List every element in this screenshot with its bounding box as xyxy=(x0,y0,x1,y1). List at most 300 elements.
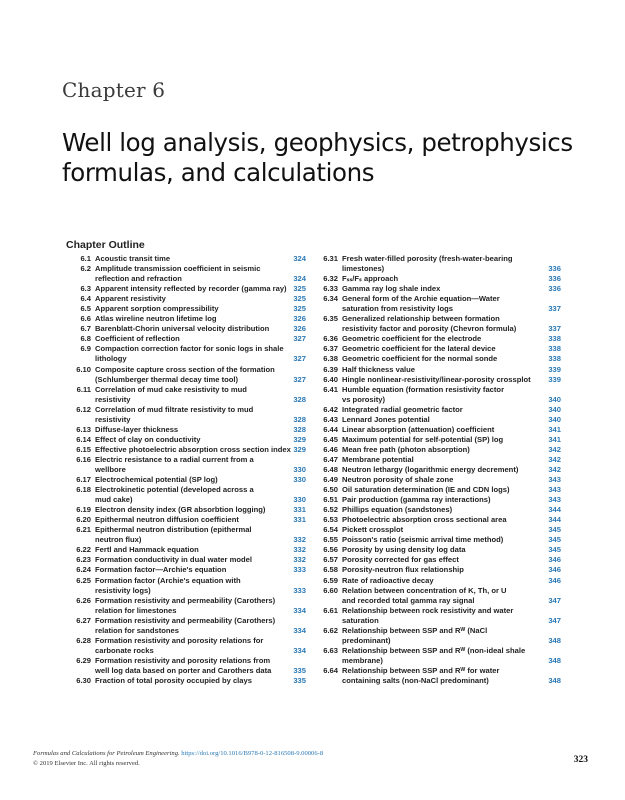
toc-entry-page-link[interactable]: 331 xyxy=(293,505,306,515)
toc-entry-number: 6.27 xyxy=(76,615,91,625)
toc-entry-line xyxy=(66,385,306,395)
toc-entry[interactable] xyxy=(313,314,561,334)
toc-entry-line xyxy=(313,455,561,465)
toc-entry-page-link[interactable]: 330 xyxy=(293,495,306,505)
toc-entry-title: Geometric coefficient for the normal sonde xyxy=(342,354,498,364)
toc-entry-title: Fₛₛ/Fₛ approach xyxy=(342,274,399,284)
page-footer xyxy=(33,749,588,769)
toc-entry-number: 6.3 xyxy=(80,284,91,294)
toc-entry[interactable] xyxy=(313,475,561,485)
toc-entry-title: Electrokinetic potential (developed across a xyxy=(95,485,254,495)
toc-entry-line xyxy=(66,586,306,596)
toc-entry-page-link[interactable]: 346 xyxy=(548,565,561,575)
toc-entry-page-link[interactable]: 334 xyxy=(293,645,306,655)
toc-entry-title: Neutron lethargy (logarithmic energy decrement) xyxy=(342,464,519,474)
toc-entry[interactable] xyxy=(66,545,306,555)
toc-entry-page-link[interactable]: 334 xyxy=(293,605,306,615)
toc-entry-line xyxy=(66,525,306,535)
toc-entry[interactable] xyxy=(313,425,561,435)
toc-entry-page-link[interactable]: 347 xyxy=(548,615,561,625)
toc-entry-title: Apparent sorption compressibility xyxy=(95,304,219,314)
toc-entry-title: Porosity-neutron flux relationship xyxy=(342,565,464,575)
toc-entry-page-link[interactable]: 330 xyxy=(293,475,306,485)
toc-entry-title: Gamma ray log shale index xyxy=(342,284,441,294)
toc-entry[interactable] xyxy=(313,385,561,405)
toc-entry-number: 6.17 xyxy=(76,475,91,485)
toc-entry-title: Porosity by using density log data xyxy=(342,545,466,555)
toc-entry-title: Pickett crossplot xyxy=(342,525,404,535)
toc-entry[interactable] xyxy=(66,616,306,636)
toc-entry-page-link[interactable]: 337 xyxy=(548,324,561,334)
toc-entry-title: resistivity xyxy=(95,394,131,404)
toc-entry-page-link[interactable]: 327 xyxy=(293,334,306,344)
toc-entry[interactable] xyxy=(313,606,561,626)
toc-entry-page-link[interactable]: 325 xyxy=(293,304,306,314)
toc-entry-page-link[interactable]: 328 xyxy=(293,394,306,404)
toc-entry[interactable] xyxy=(66,334,306,344)
toc-entry-page-link[interactable]: 342 xyxy=(548,454,561,464)
toc-entry-line xyxy=(313,435,561,445)
toc-entry-page-link[interactable]: 341 xyxy=(548,424,561,434)
toc-entry-title: Pair production (gamma ray interactions) xyxy=(342,495,491,505)
toc-entry-title: Epithermal neutron distribution (epithermal xyxy=(95,525,252,535)
toc-entry[interactable] xyxy=(66,455,306,475)
toc-entry-title: well log data based on porter and Carothers data xyxy=(95,665,272,675)
toc-entry-title: Apparent resistivity xyxy=(95,294,166,304)
toc-entry[interactable] xyxy=(66,576,306,596)
toc-entry-line xyxy=(66,455,306,465)
toc-entry-page-link[interactable]: 340 xyxy=(548,404,561,414)
toc-entry-title: Phillips equation (sandstones) xyxy=(342,505,453,515)
toc-entry-page-link[interactable]: 335 xyxy=(293,675,306,685)
toc-entry[interactable] xyxy=(66,485,306,505)
toc-entry[interactable] xyxy=(313,545,561,555)
toc-entry-number: 6.21 xyxy=(76,525,91,535)
toc-entry[interactable] xyxy=(66,555,306,565)
toc-entry-title: mud cake) xyxy=(95,495,133,505)
toc-entry[interactable] xyxy=(313,445,561,455)
toc-entry[interactable] xyxy=(313,505,561,515)
toc-entry[interactable] xyxy=(66,425,306,435)
toc-entry-line xyxy=(66,636,306,646)
toc-entry-title: Formation factor (Archie's equation with xyxy=(95,575,241,585)
toc-entry-number: 6.60 xyxy=(323,585,338,595)
toc-entry[interactable] xyxy=(313,405,561,415)
footer-doi-link[interactable]: https://doi.org/10.1016/B978-0-12-816508-9.00006-8 xyxy=(181,750,324,757)
toc-entry[interactable] xyxy=(313,284,561,294)
toc-entry-title: Amplitude transmission coefficient in seismic xyxy=(95,264,261,274)
toc-entry-page-link[interactable]: 332 xyxy=(293,555,306,565)
toc-entry-page-link[interactable]: 333 xyxy=(293,585,306,595)
toc-entry[interactable] xyxy=(66,505,306,515)
toc-entry-title: Maximum potential for self-potential (SP) log xyxy=(342,434,504,444)
toc-entry-page-link[interactable]: 334 xyxy=(293,625,306,635)
toc-entry-title: Composite capture cross section of the formation xyxy=(95,364,275,374)
toc-entry-number: 6.30 xyxy=(76,675,91,685)
toc-entry-page-link[interactable]: 345 xyxy=(548,535,561,545)
toc-entry-line xyxy=(313,545,561,555)
toc-entry[interactable] xyxy=(66,475,306,485)
toc-entry-page-link[interactable]: 344 xyxy=(548,505,561,515)
toc-entry-page-link[interactable]: 336 xyxy=(548,284,561,294)
toc-entry-title: lithology xyxy=(95,354,127,364)
toc-entry-title: Poisson's ratio (seismic arrival time method) xyxy=(342,535,504,545)
toc-entry-title: Linear absorption (attenuation) coefficient xyxy=(342,424,495,434)
toc-entry[interactable] xyxy=(66,284,306,294)
toc-entry[interactable] xyxy=(313,294,561,314)
toc-entry-title: Generalized relationship between formation xyxy=(342,314,500,324)
toc-entry-page-link[interactable]: 324 xyxy=(293,254,306,263)
toc-entry-line xyxy=(66,656,306,666)
toc-entry-line xyxy=(66,415,306,425)
toc-entry-line xyxy=(313,334,561,344)
toc-entry-title: Relationship between SSP and Rᵂ for water xyxy=(342,665,500,675)
toc-entry-line xyxy=(313,576,561,586)
toc-entry-title: Neutron porosity of shale zone xyxy=(342,475,454,485)
toc-entry-title: Relationship between SSP and Rᵂ (NaCl xyxy=(342,625,488,635)
toc-entry-title: Coefficient of reflection xyxy=(95,334,180,344)
toc-entry-line xyxy=(313,636,561,646)
toc-entry-line xyxy=(313,465,561,475)
toc-entry[interactable] xyxy=(313,646,561,666)
toc-entry-page-link[interactable]: 348 xyxy=(548,655,561,665)
toc-entry-line xyxy=(313,405,561,415)
toc-entry[interactable] xyxy=(313,626,561,646)
toc-entry-page-link[interactable]: 345 xyxy=(548,525,561,535)
toc-entry-page-link[interactable]: 331 xyxy=(293,515,306,525)
toc-entry[interactable] xyxy=(66,324,306,334)
toc-entry-number: 6.15 xyxy=(76,444,91,454)
toc-entry[interactable] xyxy=(66,656,306,676)
toc-entry[interactable] xyxy=(313,565,561,575)
toc-entry-number: 6.37 xyxy=(323,344,338,354)
toc-entry-title: Acoustic transit time xyxy=(95,254,171,263)
toc-entry-page-link[interactable]: 347 xyxy=(548,595,561,605)
toc-entry-title: and recorded total gamma ray signal xyxy=(342,595,475,605)
toc-entry-line xyxy=(66,284,306,294)
toc-entry-page-link[interactable]: 337 xyxy=(548,304,561,314)
toc-entry-page-link[interactable]: 325 xyxy=(293,284,306,294)
toc-entry[interactable] xyxy=(66,254,306,264)
toc-entry-number: 6.35 xyxy=(323,314,338,324)
toc-entry-line xyxy=(313,565,561,575)
toc-entry[interactable] xyxy=(313,274,561,284)
toc-entry-title: Formation conductivity in dual water model xyxy=(95,555,252,565)
toc-entry[interactable] xyxy=(313,495,561,505)
toc-entry-line xyxy=(66,565,306,575)
toc-entry-line xyxy=(66,465,306,475)
toc-entry-page-link[interactable]: 328 xyxy=(293,424,306,434)
toc-entry-line xyxy=(313,324,561,334)
toc-entry-number: 6.58 xyxy=(323,565,338,575)
toc-entry-page-link[interactable]: 340 xyxy=(548,394,561,404)
toc-entry-number: 6.56 xyxy=(323,545,338,555)
toc-entry-page-link[interactable]: 335 xyxy=(293,665,306,675)
toc-entry-title: Correlation of mud filtrate resistivity to mud xyxy=(95,404,254,414)
toc-entry-page-link[interactable]: 343 xyxy=(548,495,561,505)
toc-entry-page-link[interactable]: 343 xyxy=(548,485,561,495)
toc-entry-number: 6.10 xyxy=(76,364,91,374)
toc-entry-number: 6.62 xyxy=(323,625,338,635)
toc-entry[interactable] xyxy=(313,334,561,344)
toc-entry[interactable] xyxy=(313,515,561,525)
toc-entry-title: Humble equation (formation resistivity factor xyxy=(342,384,505,394)
toc-entry-line xyxy=(313,485,561,495)
toc-entry[interactable] xyxy=(66,525,306,545)
toc-entry-line xyxy=(313,385,561,395)
toc-entry-line xyxy=(66,666,306,676)
toc-entry-title: Fertl and Hammack equation xyxy=(95,545,199,555)
toc-entry-page-link[interactable]: 344 xyxy=(548,515,561,525)
toc-entry-line xyxy=(66,354,306,364)
toc-entry-number: 6.48 xyxy=(323,464,338,474)
toc-entry-title: Electron density index (GR absorbtion logging) xyxy=(95,505,266,515)
toc-entry-line xyxy=(66,395,306,405)
toc-entry-page-link[interactable]: 325 xyxy=(293,294,306,304)
toc-entry[interactable] xyxy=(66,304,306,314)
toc-entry[interactable] xyxy=(313,375,561,385)
toc-entry-number: 6.34 xyxy=(323,294,338,304)
toc-entry-line xyxy=(313,284,561,294)
toc-entry-title: Formation factor—Archie's equation xyxy=(95,565,227,575)
outline-left-column xyxy=(66,254,306,686)
toc-entry-page-link[interactable]: 336 xyxy=(548,274,561,284)
toc-entry[interactable] xyxy=(313,576,561,586)
toc-entry-number: 6.24 xyxy=(76,565,91,575)
toc-entry-title: (Schlumberger thermal decay time tool) xyxy=(95,374,239,384)
toc-entry-page-link[interactable]: 339 xyxy=(548,374,561,384)
toc-entry-title: Correlation of mud cake resistivity to mud xyxy=(95,384,247,394)
toc-entry-line xyxy=(313,354,561,364)
toc-entry-page-link[interactable]: 342 xyxy=(548,464,561,474)
toc-entry-number: 6.25 xyxy=(76,575,91,585)
toc-entry-title: Apparent intensity reflected by recorder (gamma ray) xyxy=(95,284,287,294)
toc-entry[interactable] xyxy=(66,676,306,686)
toc-entry[interactable] xyxy=(313,415,561,425)
toc-entry-page-link[interactable]: 332 xyxy=(293,535,306,545)
toc-entry-page-link[interactable]: 341 xyxy=(548,434,561,444)
toc-entry-title: membrane) xyxy=(342,655,383,665)
toc-entry-line xyxy=(313,475,561,485)
toc-entry-title: neutron flux) xyxy=(95,535,142,545)
toc-entry-number: 6.11 xyxy=(76,384,91,394)
toc-entry-line xyxy=(313,304,561,314)
toc-entry-number: 6.59 xyxy=(323,575,338,585)
toc-entry-number: 6.45 xyxy=(323,434,338,444)
toc-entry-line xyxy=(313,365,561,375)
toc-entry[interactable] xyxy=(66,385,306,405)
toc-entry-line xyxy=(313,314,561,324)
toc-entry[interactable] xyxy=(313,344,561,354)
toc-entry-line xyxy=(66,555,306,565)
toc-entry[interactable] xyxy=(66,435,306,445)
toc-entry[interactable] xyxy=(313,365,561,375)
toc-entry[interactable] xyxy=(313,535,561,545)
toc-entry-line xyxy=(313,395,561,405)
toc-entry-page-link[interactable]: 342 xyxy=(548,444,561,454)
toc-entry-number: 6.51 xyxy=(323,495,338,505)
toc-entry-page-link[interactable]: 327 xyxy=(293,374,306,384)
toc-entry-line xyxy=(66,505,306,515)
toc-entry-line xyxy=(313,264,561,274)
toc-entry[interactable] xyxy=(66,565,306,575)
toc-entry[interactable] xyxy=(313,254,561,274)
toc-entry[interactable] xyxy=(66,365,306,385)
toc-entry-page-link[interactable]: 339 xyxy=(548,364,561,374)
toc-entry-title: Compaction correction factor for sonic logs in shale xyxy=(95,344,284,354)
toc-entry[interactable] xyxy=(313,455,561,465)
toc-entry-line xyxy=(313,525,561,535)
toc-entry-line xyxy=(313,586,561,596)
toc-entry-page-link[interactable]: 332 xyxy=(293,545,306,555)
toc-entry-number: 6.47 xyxy=(323,454,338,464)
toc-entry-number: 6.39 xyxy=(323,364,338,374)
toc-entry-number: 6.36 xyxy=(323,334,338,344)
toc-entry-page-link[interactable]: 326 xyxy=(293,324,306,334)
toc-entry-page-link[interactable]: 328 xyxy=(293,414,306,424)
toc-entry[interactable] xyxy=(313,354,561,364)
toc-entry-title: resistivity xyxy=(95,414,131,424)
toc-entry-page-link[interactable]: 333 xyxy=(293,565,306,575)
toc-entry[interactable] xyxy=(66,405,306,425)
toc-entry[interactable] xyxy=(313,555,561,565)
toc-entry-page-link[interactable]: 336 xyxy=(548,264,561,274)
toc-entry-title: reflection and refraction xyxy=(95,274,182,284)
toc-entry[interactable] xyxy=(313,435,561,445)
toc-entry-line xyxy=(66,274,306,284)
toc-entry[interactable] xyxy=(66,515,306,525)
toc-entry-title: carbonate rocks xyxy=(95,645,154,655)
toc-entry-line xyxy=(66,515,306,525)
toc-entry-number: 6.46 xyxy=(323,444,338,454)
toc-entry-number: 6.1 xyxy=(80,254,91,263)
toc-entry-number: 6.18 xyxy=(76,485,91,495)
toc-entry-number: 6.43 xyxy=(323,414,338,424)
toc-entry-title: Hingle nonlinear-resistivity/linear-porosity crossplot xyxy=(342,374,531,384)
toc-entry-line xyxy=(313,626,561,636)
toc-entry-title: saturation xyxy=(342,615,379,625)
toc-entry-page-link[interactable]: 346 xyxy=(548,555,561,565)
toc-entry-title: Fraction of total porosity occupied by clays xyxy=(95,675,252,685)
toc-entry-page-link[interactable]: 345 xyxy=(548,545,561,555)
toc-entry-number: 6.5 xyxy=(80,304,91,314)
toc-entry-line xyxy=(66,535,306,545)
toc-entry-page-link[interactable]: 346 xyxy=(548,575,561,585)
toc-entry-page-link[interactable]: 338 xyxy=(548,354,561,364)
toc-entry-title: relation for limestones xyxy=(95,605,177,615)
toc-entry-title: Relationship between SSP and Rᵂ (non-ideal shale xyxy=(342,645,526,655)
toc-entry[interactable] xyxy=(66,264,306,284)
toc-entry-line xyxy=(66,616,306,626)
toc-entry-title: saturation from resistivity logs xyxy=(342,304,453,314)
toc-entry-page-link[interactable]: 348 xyxy=(548,635,561,645)
toc-entry-number: 6.33 xyxy=(323,284,338,294)
toc-entry-page-link[interactable]: 343 xyxy=(548,475,561,485)
toc-entry-line xyxy=(313,515,561,525)
toc-entry-line xyxy=(66,334,306,344)
toc-entry-title: Porosity corrected for gas effect xyxy=(342,555,459,565)
toc-entry-line xyxy=(66,606,306,616)
toc-entry[interactable] xyxy=(313,586,561,606)
toc-entry-title: predominant) xyxy=(342,635,391,645)
toc-entry-page-link[interactable]: 327 xyxy=(293,354,306,364)
toc-entry-line xyxy=(66,405,306,415)
toc-entry[interactable] xyxy=(66,344,306,364)
toc-entry-line xyxy=(66,475,306,485)
toc-entry-line xyxy=(313,445,561,455)
chapter-title-line-1: Well log analysis, geophysics, petrophysics xyxy=(62,128,573,157)
toc-entry-number: 6.64 xyxy=(323,665,338,675)
toc-entry-line xyxy=(66,344,306,354)
toc-entry-page-link[interactable]: 338 xyxy=(548,344,561,354)
toc-entry-title: relation for sandstones xyxy=(95,625,179,635)
toc-entry-title: Relationship between rock resistivity and water xyxy=(342,605,514,615)
toc-entry-line xyxy=(66,646,306,656)
toc-entry[interactable] xyxy=(313,465,561,475)
toc-entry-line xyxy=(313,294,561,304)
toc-entry-line xyxy=(66,545,306,555)
toc-entry[interactable] xyxy=(66,596,306,616)
toc-entry-number: 6.13 xyxy=(76,424,91,434)
toc-entry[interactable] xyxy=(313,525,561,535)
toc-entry[interactable] xyxy=(66,636,306,656)
toc-entry-number: 6.4 xyxy=(80,294,91,304)
toc-entry-number: 6.19 xyxy=(76,505,91,515)
toc-entry[interactable] xyxy=(313,485,561,495)
toc-entry-line xyxy=(313,646,561,656)
toc-entry-title: Effective photoelectric absorption cross section index xyxy=(95,444,291,454)
toc-entry-page-link[interactable]: 330 xyxy=(293,464,306,474)
toc-entry-title: Epithermal neutron diffusion coefficient xyxy=(95,515,239,525)
toc-entry-number: 6.49 xyxy=(323,475,338,485)
toc-entry-title: Electric resistance to a radial current from a xyxy=(95,454,254,464)
toc-entry-title: Atlas wireline neutron lifetime log xyxy=(95,314,217,324)
toc-entry[interactable] xyxy=(66,314,306,324)
toc-entry-number: 6.12 xyxy=(76,404,91,414)
toc-entry[interactable] xyxy=(313,666,561,686)
toc-entry[interactable] xyxy=(66,445,306,455)
page-number: 323 xyxy=(573,755,588,765)
toc-entry-page-link[interactable]: 329 xyxy=(293,434,306,444)
toc-entry-number: 6.20 xyxy=(76,515,91,525)
toc-entry-number: 6.50 xyxy=(323,485,338,495)
toc-entry[interactable] xyxy=(66,294,306,304)
toc-entry-page-link[interactable]: 326 xyxy=(293,314,306,324)
toc-entry-number: 6.6 xyxy=(80,314,91,324)
toc-entry-number: 6.7 xyxy=(80,324,91,334)
footer-citation xyxy=(33,749,588,759)
toc-entry-line xyxy=(66,365,306,375)
toc-entry-page-link[interactable]: 324 xyxy=(293,274,306,284)
toc-entry-page-link[interactable]: 348 xyxy=(548,675,561,685)
chapter-label: Chapter 6 xyxy=(62,78,166,102)
footer-copyright: © 2019 Elsevier Inc. All rights reserved. xyxy=(33,760,140,767)
toc-entry-title: Integrated radial geometric factor xyxy=(342,404,463,414)
toc-entry-page-link[interactable]: 340 xyxy=(548,414,561,424)
toc-entry-line xyxy=(66,576,306,586)
toc-entry-title: Geometric coefficient for the electrode xyxy=(342,334,482,344)
toc-entry-title: Formation resistivity and porosity relations for xyxy=(95,635,264,645)
toc-entry-line xyxy=(66,495,306,505)
toc-entry-line xyxy=(313,375,561,385)
toc-entry-number: 6.9 xyxy=(80,344,91,354)
toc-entry-page-link[interactable]: 338 xyxy=(548,334,561,344)
toc-entry-number: 6.14 xyxy=(76,434,91,444)
toc-entry-number: 6.57 xyxy=(323,555,338,565)
toc-entry-line xyxy=(313,616,561,626)
toc-entry-title: Effect of clay on conductivity xyxy=(95,434,201,444)
toc-entry-page-link[interactable]: 329 xyxy=(293,444,306,454)
